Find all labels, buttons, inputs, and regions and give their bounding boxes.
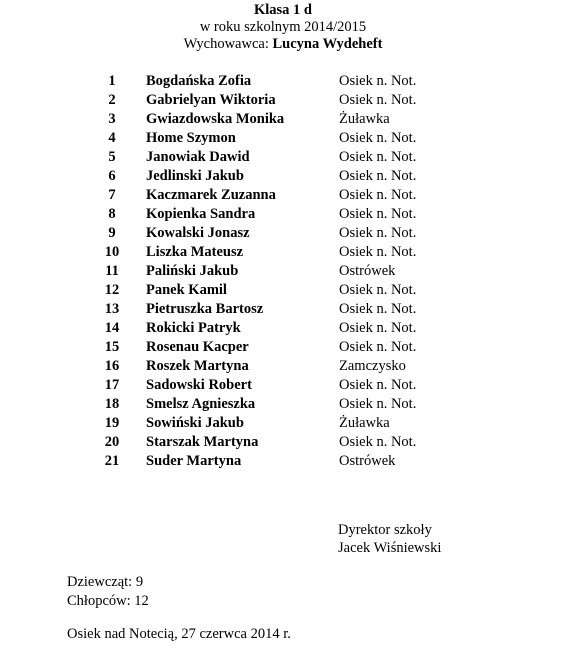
student-place: Osiek n. Not. bbox=[339, 320, 417, 336]
student-place: Osiek n. Not. bbox=[339, 92, 417, 108]
student-number: 9 bbox=[108, 225, 116, 241]
student-number: 19 bbox=[104, 415, 120, 431]
student-number: 2 bbox=[108, 92, 116, 108]
student-row bbox=[0, 319, 566, 338]
student-number: 6 bbox=[108, 168, 116, 184]
student-name: Liszka Mateusz bbox=[146, 244, 244, 260]
teacher-name: Lucyna Wydeheft bbox=[272, 36, 383, 52]
student-name: Bogdańska Zofia bbox=[146, 73, 252, 89]
student-name: Panek Kamil bbox=[146, 282, 227, 298]
student-name: Starszak Martyna bbox=[146, 434, 259, 450]
homeroom-teacher bbox=[0, 36, 566, 53]
student-row bbox=[0, 72, 566, 91]
student-name: Gwiazdowska Monika bbox=[146, 111, 285, 127]
place-date: Osiek nad Notecią, 27 czerwca 2014 r. bbox=[67, 626, 291, 642]
student-number: 15 bbox=[104, 339, 120, 355]
student-number: 18 bbox=[104, 396, 120, 412]
student-place: Osiek n. Not. bbox=[339, 339, 417, 355]
student-place: Osiek n. Not. bbox=[339, 225, 417, 241]
director-title: Dyrektor szkoły bbox=[338, 522, 432, 538]
student-name: Jedlinski Jakub bbox=[146, 168, 244, 184]
student-row bbox=[0, 281, 566, 300]
student-row bbox=[0, 224, 566, 243]
student-place: Osiek n. Not. bbox=[339, 301, 417, 317]
class-title: Klasa 1 d bbox=[253, 2, 312, 18]
student-place: Osiek n. Not. bbox=[339, 244, 417, 260]
student-name: Suder Martyna bbox=[146, 453, 242, 469]
student-row bbox=[0, 167, 566, 186]
girls-count: Dziewcząt: 9 bbox=[67, 574, 144, 590]
student-row bbox=[0, 300, 566, 319]
student-row bbox=[0, 338, 566, 357]
teacher-label: Wychowawca: bbox=[183, 36, 269, 52]
director-name: Jacek Wiśniewski bbox=[338, 540, 442, 556]
student-place: Zamczysko bbox=[339, 358, 406, 374]
student-number: 20 bbox=[104, 434, 120, 450]
student-number: 13 bbox=[104, 301, 120, 317]
student-row bbox=[0, 357, 566, 376]
student-place: Osiek n. Not. bbox=[339, 130, 417, 146]
student-row bbox=[0, 376, 566, 395]
student-name: Janowiak Dawid bbox=[146, 149, 250, 165]
boys-count: Chłopców: 12 bbox=[67, 593, 149, 609]
student-place: Osiek n. Not. bbox=[339, 73, 417, 89]
student-place: Ostrówek bbox=[339, 453, 396, 469]
student-row bbox=[0, 129, 566, 148]
student-place: Osiek n. Not. bbox=[339, 377, 417, 393]
student-name: Kaczmarek Zuzanna bbox=[146, 187, 276, 203]
student-row bbox=[0, 91, 566, 110]
student-number: 12 bbox=[104, 282, 120, 298]
student-place: Żuławka bbox=[339, 415, 390, 431]
student-row bbox=[0, 148, 566, 167]
student-place: Osiek n. Not. bbox=[339, 396, 417, 412]
student-row bbox=[0, 452, 566, 471]
student-name: Sowiński Jakub bbox=[146, 415, 244, 431]
student-place: Osiek n. Not. bbox=[339, 282, 417, 298]
student-place: Osiek n. Not. bbox=[339, 149, 417, 165]
student-name: Smelsz Agnieszka bbox=[146, 396, 256, 412]
student-place: Żuławka bbox=[339, 111, 390, 127]
student-row bbox=[0, 433, 566, 452]
student-place: Ostrówek bbox=[339, 263, 396, 279]
student-name: Sadowski Robert bbox=[146, 377, 252, 393]
student-number: 7 bbox=[108, 187, 116, 203]
student-name: Rokicki Patryk bbox=[146, 320, 241, 336]
student-number: 17 bbox=[104, 377, 120, 393]
student-number: 21 bbox=[104, 453, 120, 469]
student-name: Kopienka Sandra bbox=[146, 206, 256, 222]
student-row bbox=[0, 205, 566, 224]
class-stats bbox=[67, 573, 149, 611]
student-number: 5 bbox=[108, 149, 116, 165]
student-name: Paliński Jakub bbox=[146, 263, 239, 279]
student-number: 1 bbox=[108, 73, 116, 89]
student-place: Osiek n. Not. bbox=[339, 434, 417, 450]
student-place: Osiek n. Not. bbox=[339, 187, 417, 203]
student-place: Osiek n. Not. bbox=[339, 168, 417, 184]
student-number: 3 bbox=[108, 111, 116, 127]
student-place: Osiek n. Not. bbox=[339, 206, 417, 222]
student-row bbox=[0, 110, 566, 129]
student-number: 8 bbox=[108, 206, 116, 222]
student-name: Pietruszka Bartosz bbox=[146, 301, 264, 317]
student-name: Home Szymon bbox=[146, 130, 236, 146]
director-signature bbox=[338, 521, 441, 557]
student-row bbox=[0, 262, 566, 281]
student-roster bbox=[0, 72, 566, 471]
school-year: w roku szkolnym 2014/2015 bbox=[199, 19, 367, 35]
student-name: Kowalski Jonasz bbox=[146, 225, 250, 241]
student-row bbox=[0, 395, 566, 414]
student-number: 16 bbox=[104, 358, 120, 374]
student-row bbox=[0, 414, 566, 433]
student-number: 11 bbox=[105, 263, 119, 279]
student-number: 10 bbox=[104, 244, 120, 260]
student-row bbox=[0, 243, 566, 262]
student-name: Rosenau Kacper bbox=[146, 339, 249, 355]
student-number: 4 bbox=[108, 130, 116, 146]
document-header bbox=[0, 2, 566, 53]
student-name: Roszek Martyna bbox=[146, 358, 249, 374]
student-name: Gabrielyan Wiktoria bbox=[146, 92, 276, 108]
student-row bbox=[0, 186, 566, 205]
student-number: 14 bbox=[104, 320, 120, 336]
